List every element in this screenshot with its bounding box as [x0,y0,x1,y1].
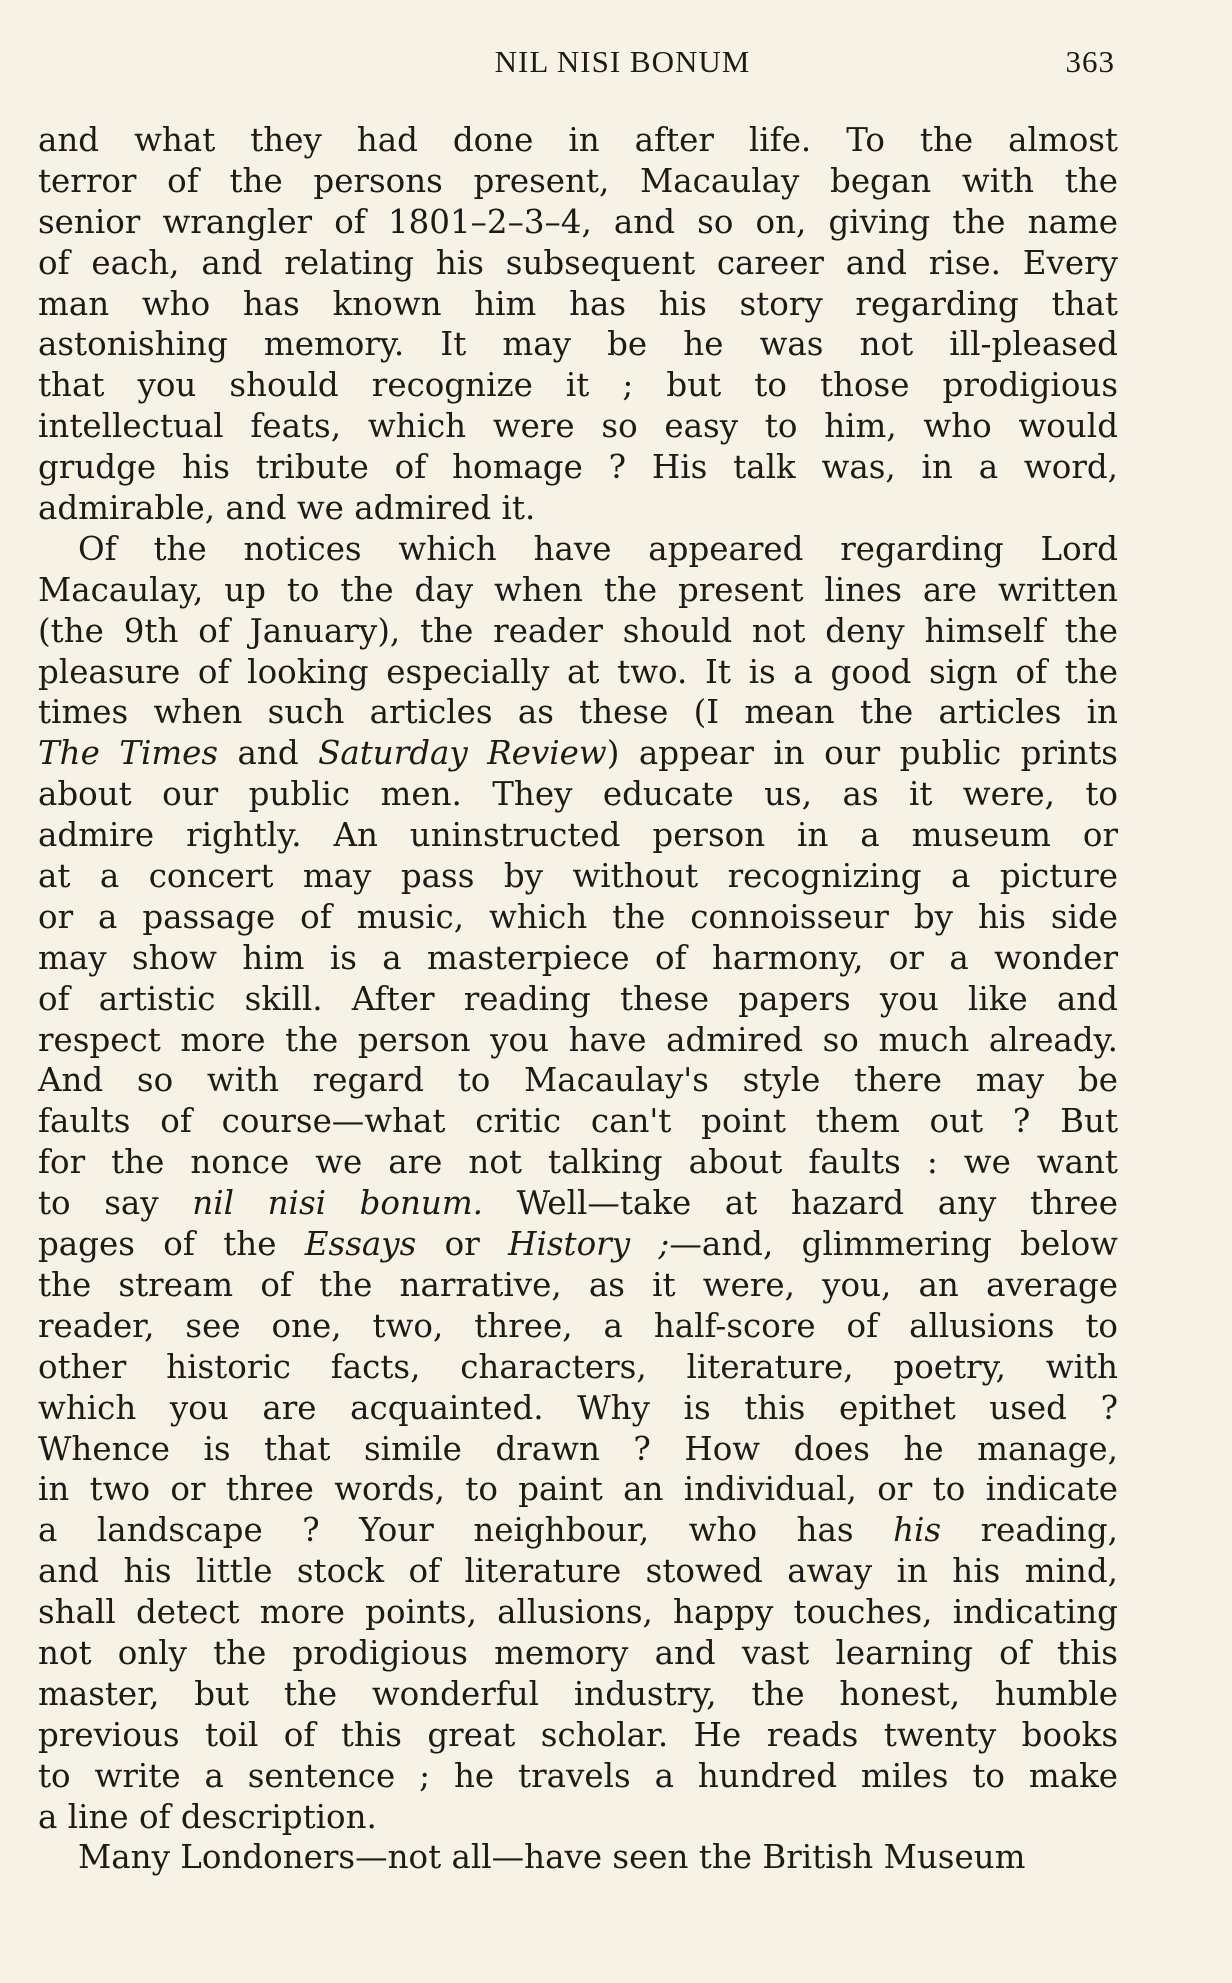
page-number: 363 [1065,44,1115,79]
text-line: terror of the persons present, Macaulay began with the [38,161,1118,200]
text-line: a landscape ? Your neighbour, who has his reading, [38,1511,1119,1550]
italic-word: his [893,1511,942,1550]
text-line: Many Londoners—not all—have seen the British Museum [78,1838,1026,1877]
text-line: pleasure of looking especially at two. It is a good sign of the [38,652,1118,691]
text-line: (the 9th of January), the reader should not deny himself the [38,611,1118,650]
text-line: respect more the person you have admired so much already. [38,1020,1118,1059]
text-line: man who has known him has his story regarding that [38,284,1118,323]
text-line: about our public men. They educate us, as it were, to [38,775,1118,814]
text-line: of each, and relating his subsequent career and rise. Every [38,243,1118,282]
text-line: to say nil nisi bonum. Well—take at hazard any three [38,1184,1118,1223]
text-line: which you are acquainted. Why is this epithet used ? [38,1388,1118,1427]
text-line: senior wrangler of 1801–2–3–4, and so on, giving the name [38,202,1118,241]
text-line: shall detect more points, allusions, happy touches, indicating [38,1593,1118,1632]
text-line: in two or three words, to paint an individual, or to indicate [38,1470,1118,1509]
text-line: previous toil of this great scholar. He reads twenty books [38,1715,1118,1754]
text-line: Of the notices which have appeared regarding Lord [78,529,1118,568]
body-text [38,120,1118,1878]
text-line: of artistic skill. After reading these papers you like and [38,979,1118,1018]
text-line: and what they had done in after life. To the almost [38,121,1118,159]
text-line: admirable, and we admired it. [38,489,536,528]
text-line: that you should recognize it ; but to those prodigious [38,366,1118,405]
text-line: at a concert may pass by without recognizing a picture [38,857,1118,896]
running-head [40,44,1115,84]
text-line: faults of course—what critic can't point them out ? But [38,1102,1118,1141]
text-line: times when such articles as these (I mean the articles in [38,693,1118,732]
italic-title: The Times [38,734,219,773]
text-line: admire rightly. An uninstructed person in a museum or [38,816,1118,855]
text-line: other historic facts, characters, literature, poetry, with [38,1347,1118,1386]
italic-title: Saturday Review [318,734,607,773]
text-line: for the nonce we are not talking about faults : we want [38,1143,1118,1182]
text-line: grudge his tribute of homage ? His talk was, in a word, [38,448,1118,487]
text-line: the stream of the narrative, as it were, you, an average [38,1265,1118,1304]
text-line: The Times and Saturday Review) appear in our public prints [38,734,1118,773]
running-title: NIL NISI BONUM [494,44,751,79]
italic-title: Essays [304,1225,417,1264]
text-line: to write a sentence ; he travels a hundred miles to make [38,1756,1118,1795]
italic-title: History ; [508,1225,670,1264]
text-line: a line of description. [38,1797,377,1836]
text-line: not only the prodigious memory and vast learning of this [38,1633,1118,1672]
text-line: may show him is a masterpiece of harmony, or a wonder [38,938,1118,977]
italic-phrase: nil nisi bonum. [192,1184,484,1223]
text-line: master, but the wonderful industry, the honest, humble [38,1674,1118,1713]
text-line: Whence is that simile drawn ? How does he manage, [38,1429,1118,1468]
text-line: And so with regard to Macaulay's style there may be [38,1061,1118,1100]
text-line: and his little stock of literature stowed away in his mind, [38,1552,1118,1591]
text-line: pages of the Essays or History ;—and, glimmering below [38,1225,1118,1264]
text-line: intellectual feats, which were so easy to him, who would [38,407,1118,446]
text-line: astonishing memory. It may be he was not ill-pleased [38,325,1118,364]
text-line: reader, see one, two, three, a half-score of allusions to [38,1306,1118,1345]
text-line: or a passage of music, which the connoisseur by his side [38,897,1118,936]
text-line: Macaulay, up to the day when the present lines are written [38,570,1118,609]
